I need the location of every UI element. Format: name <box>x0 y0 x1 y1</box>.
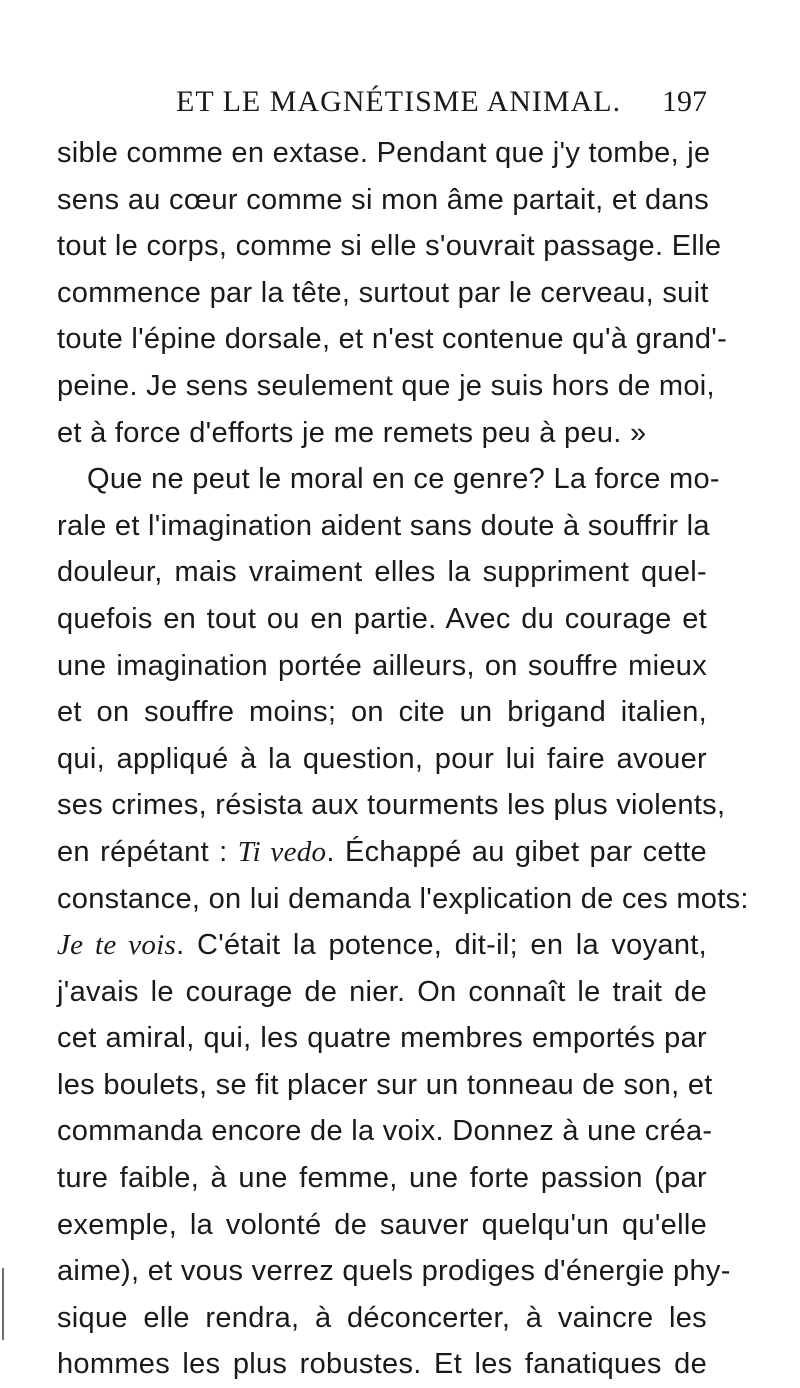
text-line: constance, on lui demanda l'explication de ces mots: <box>57 882 749 915</box>
text-line: et on souffre moins; on cite un brigand italien, <box>57 696 707 729</box>
running-head <box>0 84 707 120</box>
text-line <box>57 829 707 876</box>
text-line: j'avais le courage de nier. On connaît le trait de <box>57 975 707 1008</box>
text-line <box>57 922 707 969</box>
running-title: ET LE MAGNÉTISME ANIMAL. <box>176 85 622 118</box>
page-number: 197 <box>662 85 707 118</box>
text-line: aime), et vous verrez quels prodiges d'énergie phy- <box>57 1255 731 1288</box>
line-text-before: en répétant : <box>57 835 238 868</box>
text-line: les boulets, se fit placer sur un tonneau de son, et <box>57 1068 713 1101</box>
body-text <box>57 130 749 1388</box>
text-line: toute l'épine dorsale, et n'est contenue qu'à grand'- <box>57 323 728 356</box>
text-line: rale et l'imagination aident sans doute à souffrir la <box>57 509 710 542</box>
text-line: qui, appliqué à la question, pour lui faire avouer <box>57 742 707 775</box>
text-line: commence par la tête, surtout par le cerveau, suit <box>57 276 709 309</box>
text-line: ses crimes, résista aux tourments les plus violents, <box>57 789 726 822</box>
text-line: sique elle rendra, à déconcerter, à vaincre les <box>57 1301 707 1334</box>
line-text-after: . Échappé au gibet par cette <box>326 835 707 868</box>
text-line: douleur, mais vraiment elles la suppriment quel- <box>57 556 707 589</box>
italic-phrase: Ti vedo <box>237 835 327 868</box>
text-line: hommes les plus robustes. Et les fanatiques de <box>57 1348 707 1381</box>
text-line: sens au cœur comme si mon âme partait, et dans <box>57 183 710 216</box>
text-line: cet amiral, qui, les quatre membres emportés par <box>57 1022 707 1055</box>
text-line: une imagination portée ailleurs, on souffre mieux <box>57 649 707 682</box>
line-text-after: . C'était la potence, dit-il; en la voyant, <box>176 929 707 962</box>
text-line: peine. Je sens seulement que je suis hors de moi, <box>57 369 715 402</box>
text-line: sible comme en extase. Pendant que j'y tombe, je <box>57 137 711 169</box>
text-line: quefois en tout ou en partie. Avec du courage et <box>57 602 707 635</box>
text-line: et à force d'efforts je me remets peu à peu. » <box>57 416 647 449</box>
scan-edge-mark <box>2 1268 4 1340</box>
italic-phrase: Je te vois <box>57 929 177 962</box>
text-line: tout le corps, comme si elle s'ouvrait passage. Elle <box>57 230 722 263</box>
text-line: commanda encore de la voix. Donnez à une créa- <box>57 1115 713 1148</box>
text-line: ture faible, à une femme, une forte passion (par <box>57 1162 707 1195</box>
text-line: exemple, la volonté de sauver quelqu'un qu'elle <box>57 1208 707 1241</box>
text-line: Que ne peut le moral en ce genre? La force mo- <box>87 463 720 496</box>
